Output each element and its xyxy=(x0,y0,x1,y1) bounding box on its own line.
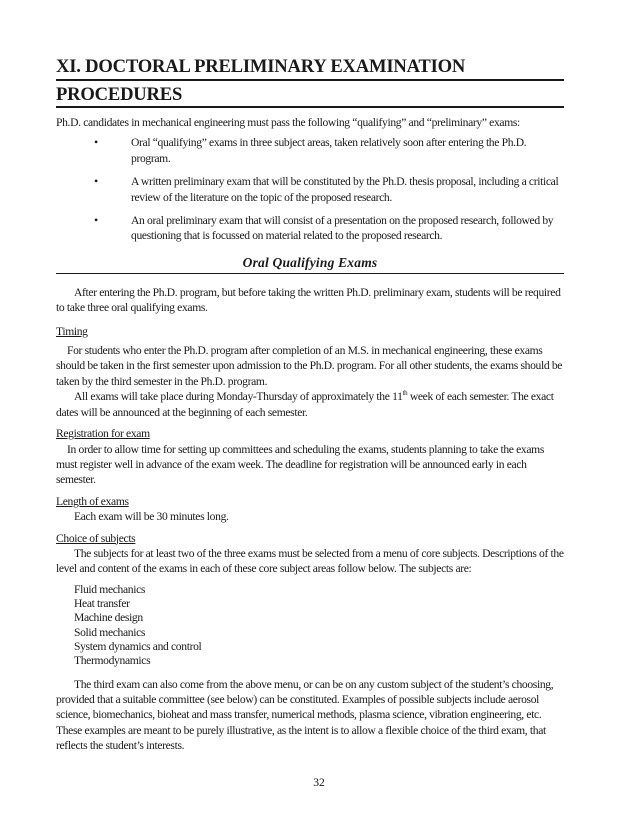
timing-paragraph-2 xyxy=(56,389,564,420)
timing-text-before: All exams will take place during Monday-Thursday of approximately the 11 xyxy=(74,390,403,404)
length-heading: Length of exams xyxy=(56,494,129,508)
oral-exams-rule xyxy=(56,273,564,274)
subject-item: Machine design xyxy=(74,611,143,625)
exam-bullet-list xyxy=(56,135,564,243)
oral-intro-paragraph: After entering the Ph.D. program, but before taking the written Ph.D. preliminary exam, students will be required to take three oral qualifying exams. xyxy=(56,285,561,315)
registration-heading: Registration for exam xyxy=(56,427,150,441)
subject-item: Fluid mechanics xyxy=(74,582,146,596)
timing-text-after: week of each semester. The exact dates will be announced at the beginning of each semester. xyxy=(56,390,554,419)
page-number: 32 xyxy=(313,776,325,789)
bullet-item xyxy=(56,213,564,244)
timing-ordinal-suffix: th xyxy=(402,389,408,398)
document-page xyxy=(56,56,564,754)
bullet-text: A written preliminary exam that will be constituted by the Ph.D. thesis proposal, including a critical review of the literature on the topic of the proposed research. xyxy=(131,175,559,204)
subject-item: Heat transfer xyxy=(74,597,130,611)
bullet-text: An oral preliminary exam that will consist of a presentation on the proposed research, followed by questioning that is focussed on material related to the proposed research. xyxy=(131,214,554,243)
intro-paragraph: Ph.D. candidates in mechanical engineering must pass the following “qualifying” and “preliminary” exams: xyxy=(56,116,520,129)
title-rule-bottom xyxy=(56,106,564,108)
subject-item: Solid mechanics xyxy=(74,625,146,639)
bullet-item xyxy=(56,174,564,205)
registration-paragraph: In order to allow time for setting up committees and scheduling the exams, students planning to take the exams must register well in advance of the exam week. The deadline for registration will be announced early in each semester. xyxy=(56,442,544,487)
section-title-line-2: PROCEDURES xyxy=(56,84,183,105)
bullet-text: Oral “qualifying” exams in three subject areas, taken relatively soon after entering the Ph.D. program. xyxy=(131,136,527,165)
subject-list xyxy=(56,583,564,669)
title-rule-top xyxy=(56,79,564,81)
third-exam-paragraph: The third exam can also come from the above menu, or can be on any custom subject of the student’s choosing, provided that a suitable committee (see below) can be constituted. Examples of possible subjects include aerosol science, biomechanics, bioheat and mass transfer, numerical methods, plasma science, vibration engineering, etc. These examples are meant to be purely illustrative, as the intent is to allow a flexible choice of the third exam, that reflects the student’s interests. xyxy=(56,677,554,753)
oral-exams-title: Oral Qualifying Exams xyxy=(242,254,378,270)
bullet-item xyxy=(56,135,564,166)
bullet-icon: • xyxy=(94,174,98,189)
length-paragraph: Each exam will be 30 minutes long. xyxy=(74,510,229,524)
section-title-line-1: XI. DOCTORAL PRELIMINARY EXAMINATION xyxy=(56,56,466,77)
timing-heading: Timing xyxy=(56,324,88,338)
bullet-icon: • xyxy=(94,213,98,228)
timing-paragraph-1: For students who enter the Ph.D. program after completion of an M.S. in mechanical engineering, these exams should be taken in the first semester upon admission to the Ph.D. program. For all other students, the exams should be taken by the third semester in the Ph.D. program. xyxy=(56,344,563,388)
choice-heading: Choice of subjects xyxy=(56,531,136,545)
section-title xyxy=(56,56,564,77)
subject-item: System dynamics and control xyxy=(74,639,202,653)
choice-paragraph: The subjects for at least two of the three exams must be selected from a menu of core subjects. Descriptions of the level and content of the exams in each of these core subject areas follow below. The subjects are: xyxy=(56,546,564,576)
bullet-icon: • xyxy=(94,135,98,150)
subject-item: Thermodynamics xyxy=(74,654,151,668)
